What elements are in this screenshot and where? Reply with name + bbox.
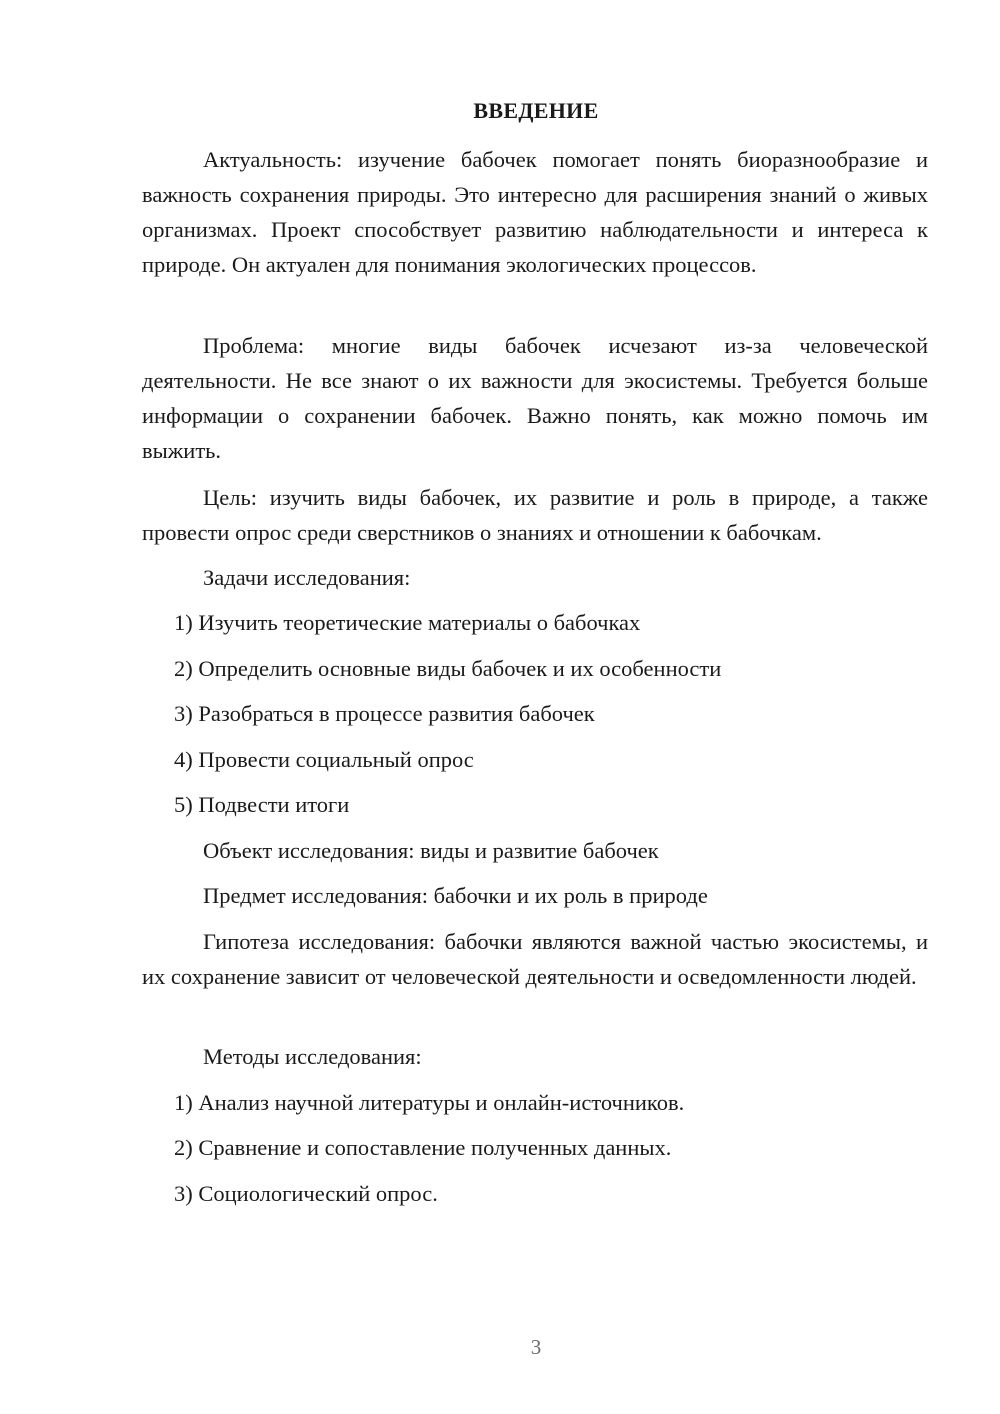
task-item: 3) Разобраться в процессе развития бабочек — [174, 701, 595, 726]
tasks-heading: Задачи исследования: — [203, 565, 411, 590]
task-item: 2) Определить основные виды бабочек и их особенности — [174, 656, 722, 681]
method-item: 3) Социологический опрос. — [174, 1181, 438, 1206]
relevance-paragraph — [142, 142, 928, 282]
page-number: 3 — [530, 1335, 542, 1359]
goal-text: Цель: изучить виды бабочек, их развитие и роль в природе, а также провести опрос среди сверстников о знаниях и отношении к бабочкам. — [142, 485, 928, 545]
relevance-text: Актуальность: изучение бабочек помогает понять биоразнообразие и важность сохранения природы. Это интересно для расширения знаний о живых организмах. Проект способствует развитию наблюдательности и интереса к природе. Он актуален для понимания экологических процессов. — [142, 147, 928, 277]
method-item: 1) Анализ научной литературы и онлайн-источников. — [174, 1090, 685, 1115]
methods-heading: Методы исследования: — [203, 1044, 422, 1069]
research-subject: Предмет исследования: бабочки и их роль в природе — [203, 883, 708, 908]
task-item: 1) Изучить теоретические материалы о бабочках — [174, 610, 641, 635]
method-item: 2) Сравнение и сопоставление полученных данных. — [174, 1135, 672, 1160]
task-item: 5) Подвести итоги — [174, 792, 350, 817]
problem-paragraph — [142, 328, 928, 468]
problem-text: Проблема: многие виды бабочек исчезают из-за человеческой деятельности. Не все знают о их важности для экосистемы. Требуется больше информации о сохранении бабочек. Важно понять, как можно помочь им выжить. — [142, 333, 928, 463]
page-title: ВВЕДЕНИЕ — [473, 98, 599, 123]
hypothesis-paragraph — [142, 924, 928, 994]
research-object: Объект исследования: виды и развитие бабочек — [203, 838, 659, 863]
hypothesis-text: Гипотеза исследования: бабочки являются важной частью экосистемы, и их сохранение зависит от человеческой деятельности и осведомленности людей. — [142, 929, 928, 989]
goal-paragraph — [142, 480, 928, 550]
task-item: 4) Провести социальный опрос — [174, 747, 474, 772]
